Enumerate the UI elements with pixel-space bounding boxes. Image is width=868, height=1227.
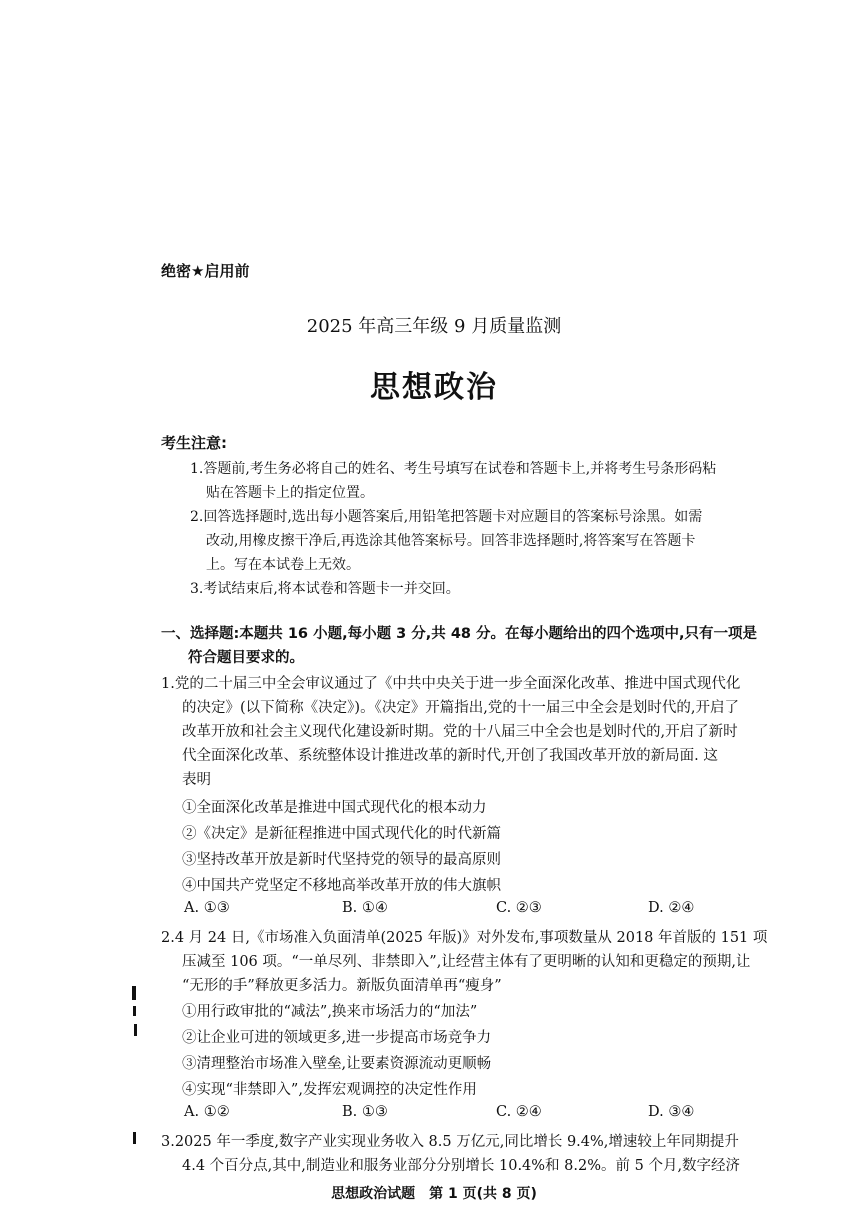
notice-line: 2.回答选择题时,选出每小题答案后,用铅笔把答题卡对应题目的答案标号涂黑。如需 [190,509,703,525]
q1-statement: ①全面深化改革是推进中国式现代化的根本动力 [182,800,487,816]
q2-stem: “无形的手”释放更多活力。新版负面清单再“瘦身” [182,978,502,994]
subject-title: 思想政治 [370,370,498,405]
notice-line: 1.答题前,考生务必将自己的姓名、考生号填写在试卷和答题卡上,并将考生号条形码粘 [190,461,717,477]
q2-statement: ②让企业可进的领域更多,进一步提高市场竞争力 [182,1030,492,1046]
scan-mark [133,1006,136,1016]
page-footer: 思想政治试题 第 1 页(共 8 页) [331,1186,537,1202]
q2-stem: 压减至 106 项。“一单尽列、非禁即入”,让经营主体有了更明晰的认知和更稳定的预期,让 [182,954,751,970]
notice-line: 3.考试结束后,将本试卷和答题卡一并交回。 [190,581,460,597]
q1-stem: 改革开放和社会主义现代化建设新时期。党的十八届三中全会也是划时代的,开启了新时 [182,724,738,740]
q1-option-b: B. ①④ [342,900,388,916]
scan-mark [134,1024,137,1036]
section-heading: 一、选择题:本题共 16 小题,每小题 3 分,共 48 分。在每小题给出的四个选项中,只有一项是 [161,626,758,642]
section-heading-cont: 符合题目要求的。 [188,650,304,666]
q2-option-c: C. ②④ [496,1104,542,1120]
q1-stem: 的决定》(以下简称《决定》)。《决定》开篇指出,党的十一届三中全会是划时代的,开启了 [182,700,740,716]
notice-line: 贴在答题卡上的指定位置。 [206,485,374,501]
q3-stem: 3.2025 年一季度,数字产业实现业务收入 8.5 万亿元,同比增长 9.4%,增速较上年同期提升 [161,1134,739,1150]
q2-option-d: D. ③④ [648,1104,695,1120]
q2-option-b: B. ①③ [342,1104,388,1120]
scan-mark [132,986,136,1000]
q2-option-a: A. ①② [184,1104,230,1120]
q2-stem: 2.4 月 24 日,《市场准入负面清单(2025 年版)》对外发布,事项数量从 2018 年首版的 151 项 [161,930,768,946]
q2-statement: ①用行政审批的“减法”,换来市场活力的“加法” [182,1004,478,1020]
notice-line: 改动,用橡皮擦干净后,再选涂其他答案标号。回答非选择题时,将答案写在答题卡 [206,533,696,549]
exam-title: 2025 年高三年级 9 月质量监测 [306,316,562,337]
notice-line: 上。写在本试卷上无效。 [206,557,360,573]
q1-option-a: A. ①③ [184,900,230,916]
q2-statement: ④实现“非禁即入”,发挥宏观调控的决定性作用 [182,1082,477,1098]
q1-stem: 代全面深化改革、系统整体设计推进改革的新时代,开创了我国改革开放的新局面. 这 [182,748,718,764]
notice-heading: 考生注意: [161,434,227,452]
q1-option-c: C. ②③ [496,900,542,916]
q1-statement: ④中国共产党坚定不移地高举改革开放的伟大旗帜 [182,878,501,894]
q1-statement: ③坚持改革开放是新时代坚持党的领导的最高原则 [182,852,501,868]
q1-statement: ②《决定》是新征程推进中国式现代化的时代新篇 [182,826,501,842]
q1-stem: 1.党的二十届三中全会审议通过了《中共中央关于进一步全面深化改革、推进中国式现代化 [161,676,741,692]
q1-stem: 表明 [182,772,211,788]
q3-stem: 4.4 个百分点,其中,制造业和服务业部分分别增长 10.4%和 8.2%。前 5 个月,数字经济 [182,1158,741,1174]
q1-option-d: D. ②④ [648,900,695,916]
confidential-label: 绝密★启用前 [161,262,250,280]
q2-statement: ③清理整治市场准入壁垒,让要素资源流动更顺畅 [182,1056,492,1072]
scan-mark [133,1132,136,1144]
